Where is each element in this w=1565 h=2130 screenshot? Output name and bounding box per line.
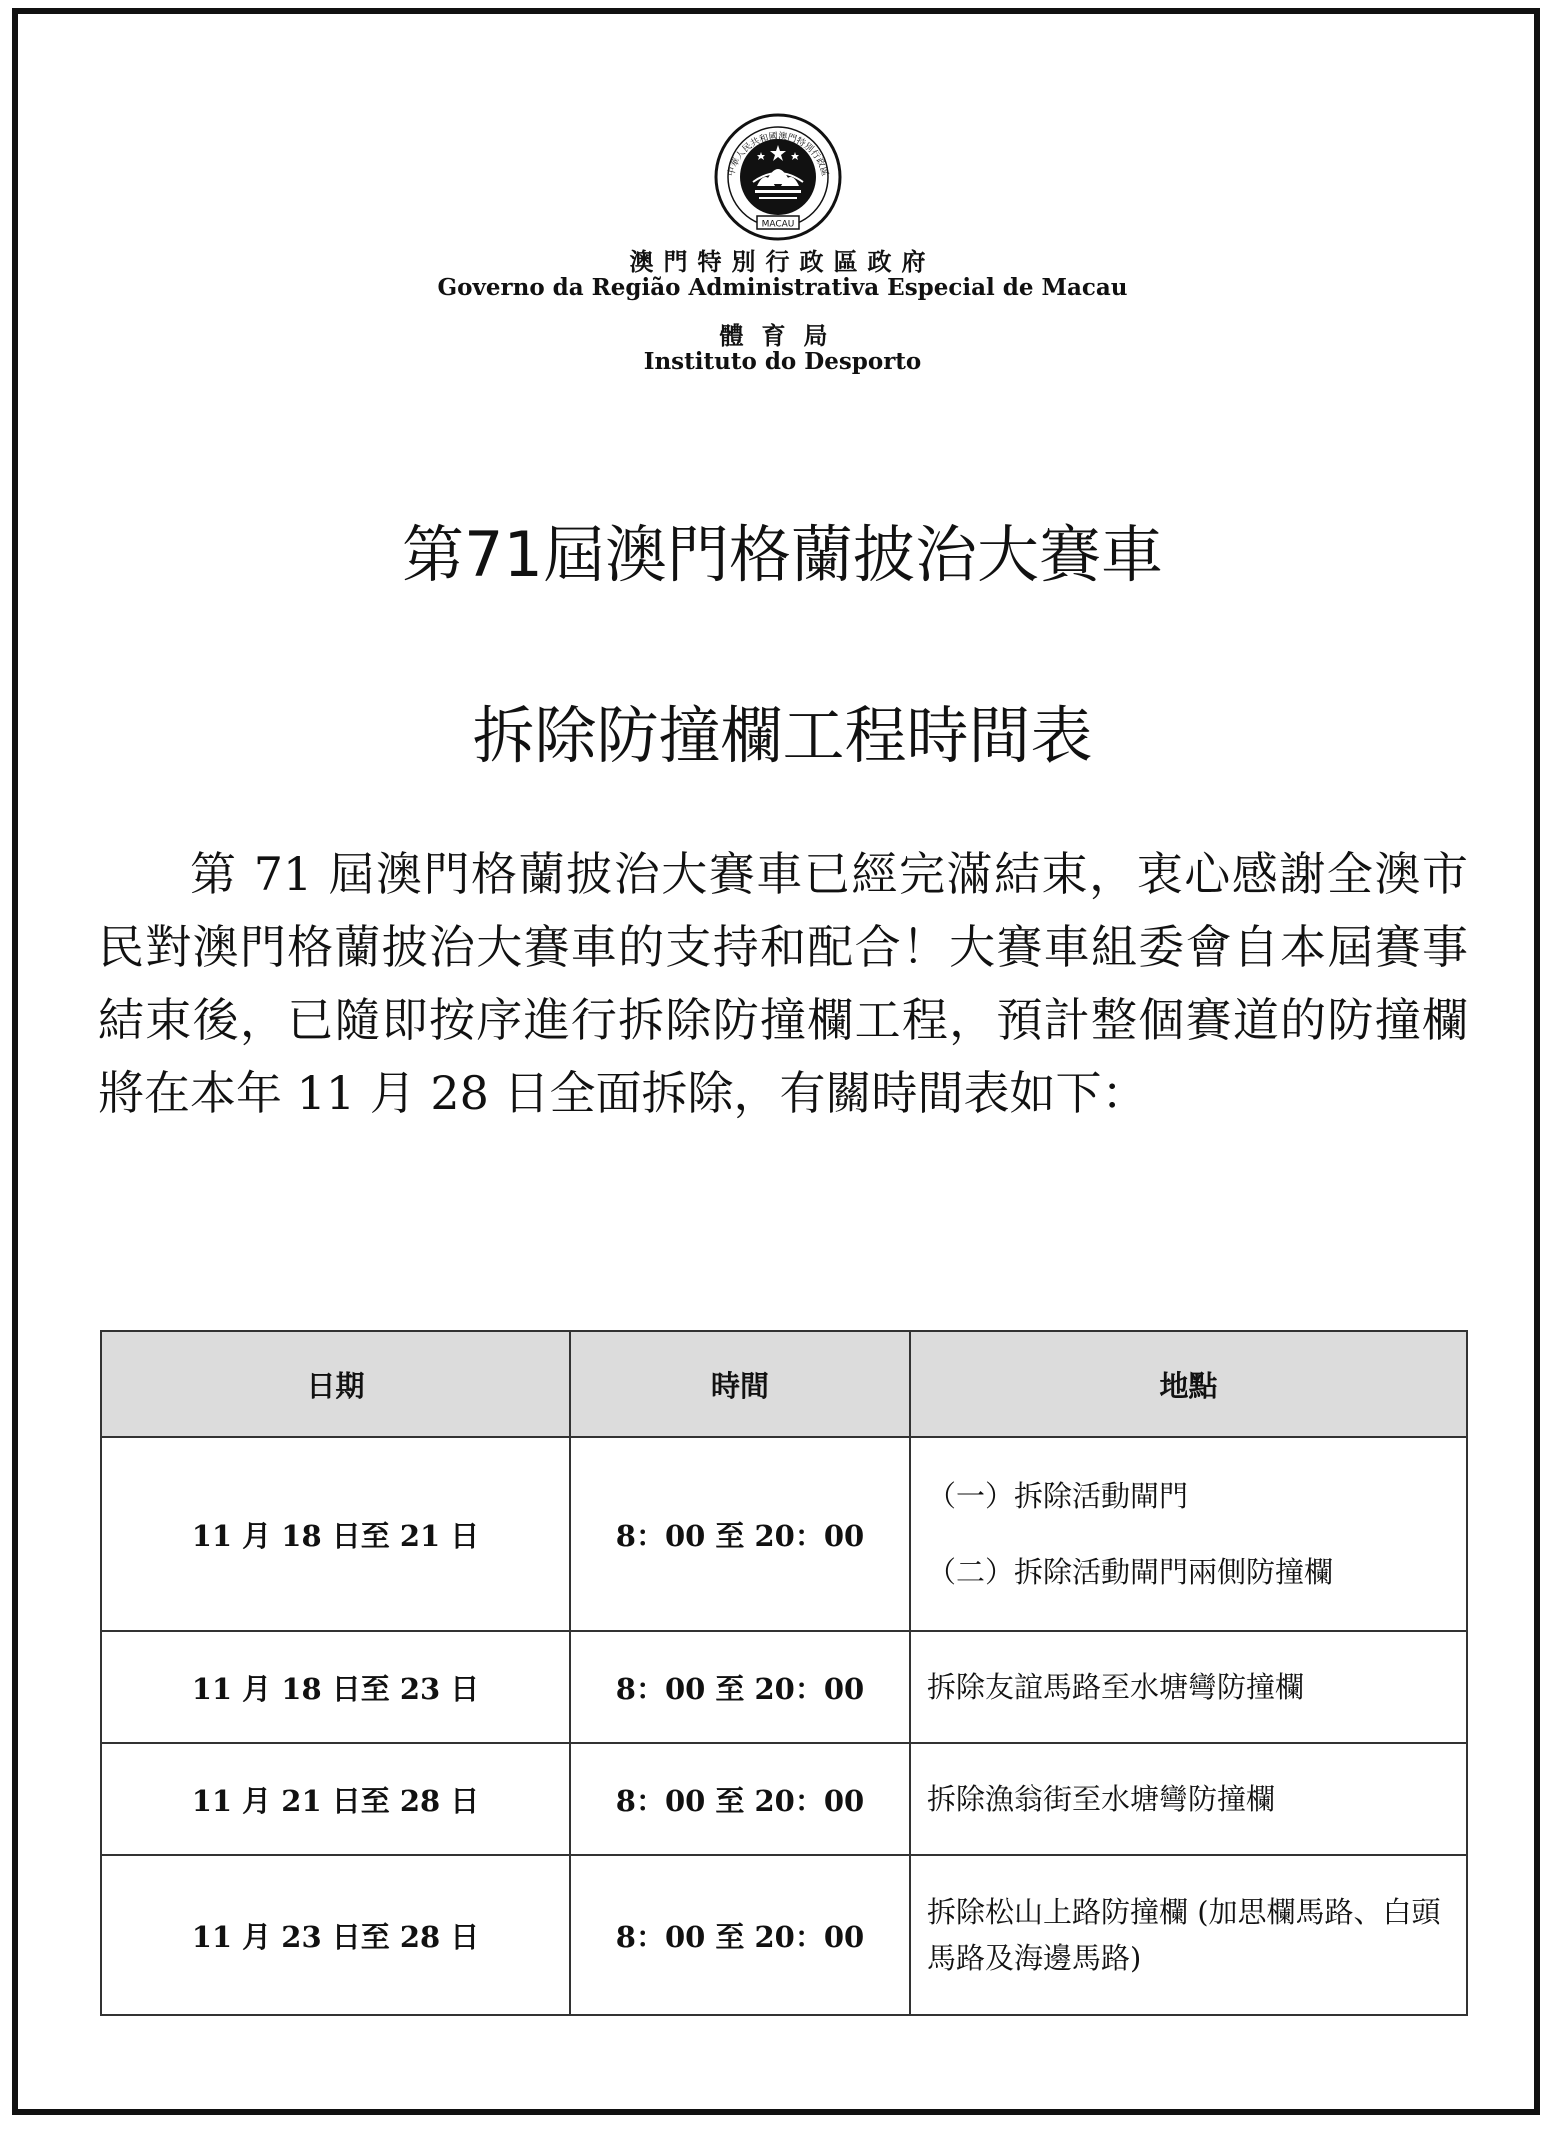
row-time: 8：00 至 20：00 <box>570 1631 910 1743</box>
row-location <box>910 1855 1467 2015</box>
announcement-paragraph: 第 71 屆澳門格蘭披治大賽車已經完滿結束，衷心感謝全澳市民對澳門格蘭披治大賽車的支持和配合！大賽車組委會自本屆賽事結束後，已隨即按序進行拆除防撞欄工程，預計整個賽道的防撞欄將在本年 11 月 28 日全面拆除，有關時間表如下： <box>98 847 1468 1120</box>
macau-emblem-icon <box>713 112 843 242</box>
department-name-portuguese: Instituto do Desporto <box>643 348 922 375</box>
table-row <box>101 1743 1467 1855</box>
row-location <box>910 1631 1467 1743</box>
location-line: 拆除漁翁街至水塘彎防撞欄 <box>927 1782 1276 1816</box>
location-line: （一）拆除活動閘門 <box>927 1479 1189 1513</box>
table-header-row <box>101 1331 1467 1437</box>
row-date: 11 月 23 日至 28 日 <box>101 1855 570 2015</box>
row-time: 8：00 至 20：00 <box>570 1437 910 1631</box>
row-time: 8：00 至 20：00 <box>570 1855 910 2015</box>
department-name-chinese: 體育局 <box>719 321 846 350</box>
row-time: 8：00 至 20：00 <box>570 1743 910 1855</box>
emblem-ring-text: 中華人民共和國澳門特別行政區 <box>726 131 830 178</box>
location-line: 拆除松山上路防撞欄 (加思欄馬路、白頭馬路及海邊馬路) <box>927 1895 1441 1975</box>
government-name-portuguese: Governo da Região Administrativa Especial de Macau <box>437 274 1128 301</box>
government-name-chinese: 澳門特別行政區政府 <box>629 247 936 276</box>
schedule-table <box>100 1330 1468 2016</box>
table-row <box>101 1437 1467 1631</box>
location-line: （二）拆除活動閘門兩側防撞欄 <box>927 1555 1334 1589</box>
location-line: 拆除友誼馬路至水塘彎防撞欄 <box>927 1670 1305 1704</box>
emblem-label: MACAU <box>761 219 795 230</box>
document-title-line-1: 第71屆澳門格蘭披治大賽車 <box>402 518 1163 591</box>
header-time: 時間 <box>570 1331 910 1437</box>
header-date: 日期 <box>101 1331 570 1437</box>
row-location <box>910 1743 1467 1855</box>
row-date: 11 月 18 日至 21 日 <box>101 1437 570 1631</box>
row-date: 11 月 21 日至 28 日 <box>101 1743 570 1855</box>
table-row <box>101 1855 1467 2015</box>
row-date: 11 月 18 日至 23 日 <box>101 1631 570 1743</box>
table-row <box>101 1631 1467 1743</box>
header-location: 地點 <box>910 1331 1467 1437</box>
document-title-line-2: 拆除防撞欄工程時間表 <box>472 699 1093 772</box>
row-location <box>910 1437 1467 1631</box>
